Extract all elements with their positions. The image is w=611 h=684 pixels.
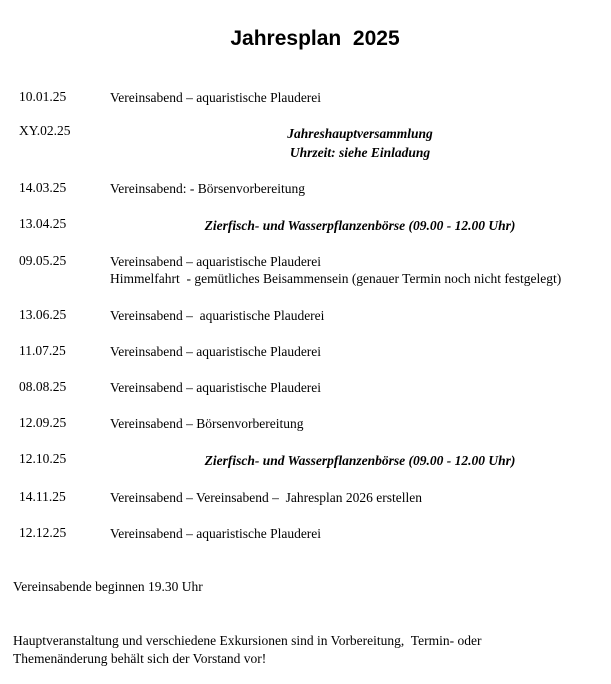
page-title: Jahresplan 2025 bbox=[230, 27, 400, 50]
event-date: 09.05.25 bbox=[19, 253, 67, 268]
event-date: 13.04.25 bbox=[19, 216, 67, 231]
event-description: Vereinsabend: - Börsenvorbereitung bbox=[110, 181, 305, 196]
meeting-time-note: Vereinsabende beginnen 19.30 Uhr bbox=[13, 579, 203, 594]
event-date: 10.01.25 bbox=[19, 89, 67, 104]
event-date: 11.07.25 bbox=[19, 343, 66, 358]
footer-note-line: Themenänderung behält sich der Vorstand vor! bbox=[13, 651, 267, 666]
event-date: 13.06.25 bbox=[19, 307, 67, 322]
event-date: 12.09.25 bbox=[19, 415, 67, 430]
event-description: Vereinsabend – aquaristische Plauderei bbox=[110, 380, 322, 395]
event-date: 14.11.25 bbox=[19, 489, 66, 504]
event-description-subline: Himmelfahrt - gemütliches Beisammensein (genauer Termin noch nicht festgelegt) bbox=[110, 271, 562, 286]
event-highlight: Zierfisch- und Wasserpflanzenbörse (09.00 - 12.00 Uhr) bbox=[204, 453, 516, 468]
event-date: 14.03.25 bbox=[19, 180, 67, 195]
event-highlight: Jahreshauptversammlung bbox=[287, 126, 433, 141]
event-date: 12.12.25 bbox=[19, 525, 67, 540]
event-date: XY.02.25 bbox=[19, 123, 71, 138]
event-description: Vereinsabend – Vereinsabend – Jahresplan 2026 erstellen bbox=[110, 490, 423, 505]
event-description: Vereinsabend – aquaristische Plauderei bbox=[110, 344, 322, 359]
event-date: 12.10.25 bbox=[19, 451, 67, 466]
event-description: Vereinsabend – aquaristische Plauderei bbox=[110, 90, 322, 105]
event-description: Vereinsabend – aquaristische Plauderei bbox=[110, 254, 322, 269]
footer-note-line: Hauptveranstaltung und verschiedene Exkursionen sind in Vorbereitung, Termin- oder bbox=[13, 633, 482, 648]
event-highlight: Zierfisch- und Wasserpflanzenbörse (09.00 - 12.00 Uhr) bbox=[204, 218, 516, 233]
event-description: Vereinsabend – Börsenvorbereitung bbox=[110, 416, 304, 431]
event-highlight-subline: Uhrzeit: siehe Einladung bbox=[289, 145, 431, 160]
event-description: Vereinsabend – aquaristische Plauderei bbox=[110, 526, 322, 541]
event-date: 08.08.25 bbox=[19, 379, 67, 394]
event-description: Vereinsabend – aquaristische Plauderei bbox=[110, 308, 325, 323]
